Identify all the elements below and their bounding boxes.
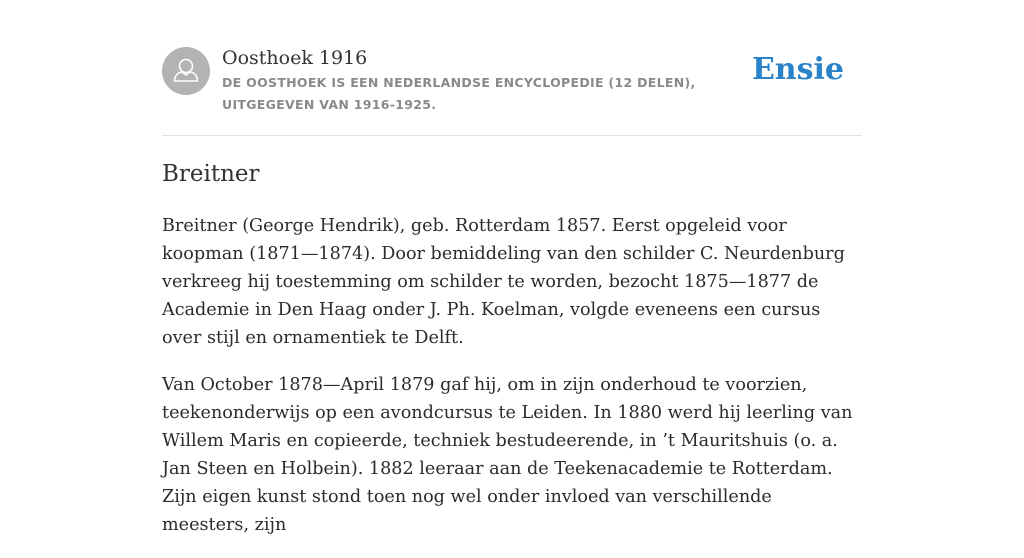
user-icon[interactable] [162, 47, 210, 95]
article-paragraph: Breitner (George Hendrik), geb. Rotterdam 1857. Eerst opgeleid voor koopman (1871—1874). Door bemiddeling van den schilder C. Neurdenburg verkreeg hij toestemming om schilder te worden, bezocht 1875—1877 de Academie in Den Haag onder J. Ph. Koelman, volgde eveneens een cursus over stijl en ornamentiek te Delft. [162, 216, 845, 348]
header-divider [162, 135, 862, 136]
ensie-logo[interactable]: Ensie [751, 52, 844, 87]
user-icon-graphic [162, 47, 210, 95]
source-header [162, 46, 862, 136]
article-body [162, 212, 862, 558]
source-description: DE OOSTHOEK IS EEN NEDERLANDSE ENCYCLOPEDIE (12 DELEN), UITGEGEVEN VAN 1916-1925. [222, 75, 696, 112]
article-title: Breitner [162, 161, 260, 187]
source-title[interactable]: Oosthoek 1916 [222, 47, 368, 69]
article-paragraph: Van October 1878—April 1879 gaf hij, om in zijn onderhoud te voorzien, teekenonderwijs op een avondcursus te Leiden. In 1880 werd hij leerling van Willem Maris en copieerde, techniek bestudeerende, in ’t Mauritshuis (o. a. Jan Steen en Holbein). 1882 leeraar aan de Teekenacademie te Rotterdam. Zijn eigen kunst stond toen nog wel onder invloed van verschillende meesters, zijn [162, 375, 853, 535]
